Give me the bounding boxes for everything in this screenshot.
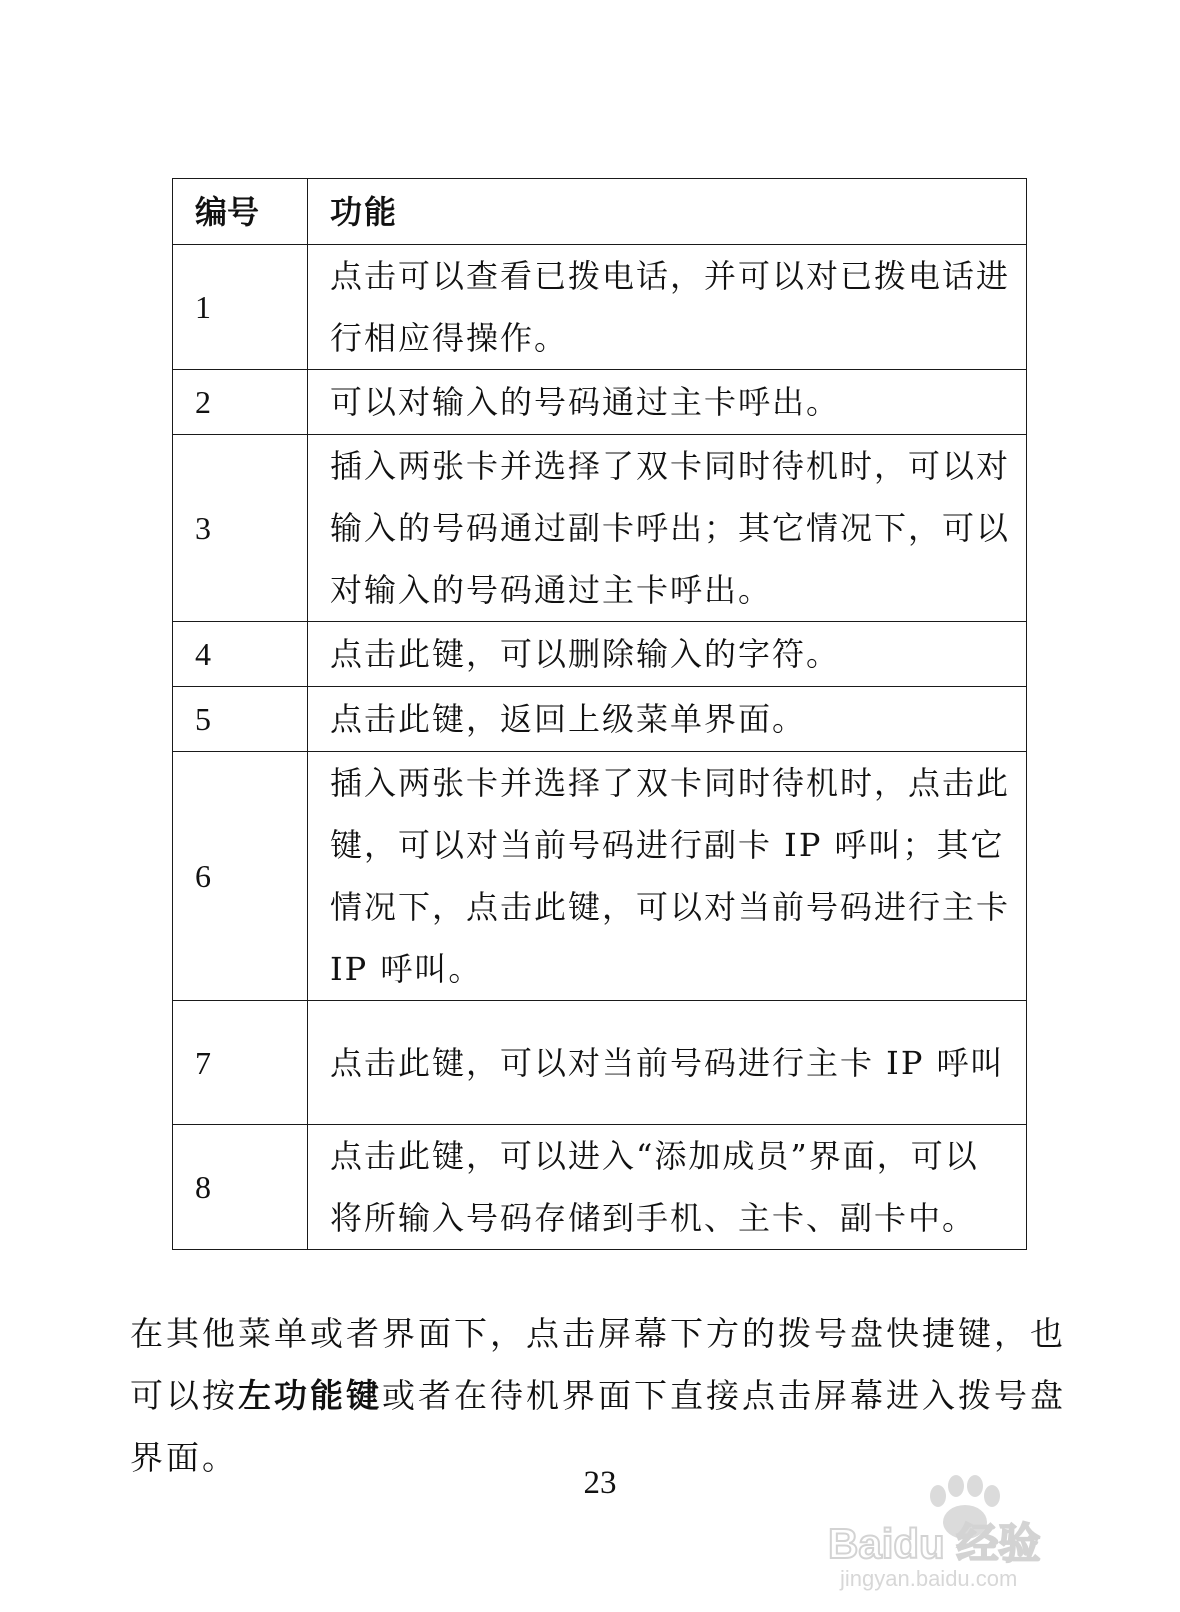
row-function: 点击此键，可以进入“添加成员”界面，可以将所输入号码存储到手机、主卡、副卡中。 (308, 1125, 1027, 1250)
row-function: 点击此键，返回上级菜单界面。 (308, 687, 1027, 752)
row-number: 8 (173, 1125, 308, 1250)
row-number: 6 (173, 752, 308, 1001)
row-function: 点击此键，可以删除输入的字符。 (308, 622, 1027, 687)
paragraph-text-after: 或者在待机界面下直接点击屏幕进入拨号盘界面。 (130, 1376, 1066, 1477)
row-number: 2 (173, 370, 308, 435)
row-function: 可以对输入的号码通过主卡呼出。 (308, 370, 1027, 435)
table-row (173, 752, 1027, 1001)
function-table (172, 178, 1027, 1250)
table-row (173, 622, 1027, 687)
header-function: 功能 (308, 179, 1027, 245)
row-function: 点击可以查看已拨电话，并可以对已拨电话进行相应得操作。 (308, 245, 1027, 370)
row-number: 1 (173, 245, 308, 370)
page-number: 23 (583, 1465, 617, 1501)
row-function: 点击此键，可以对当前号码进行主卡 IP 呼叫 (308, 1001, 1027, 1125)
table-row (173, 687, 1027, 752)
table-row (173, 245, 1027, 370)
table-row (173, 1001, 1027, 1125)
row-number: 3 (173, 435, 308, 622)
table-row (173, 370, 1027, 435)
watermark-brand: Baidu 经验 (828, 1520, 1041, 1567)
baidu-jingyan-watermark (820, 1452, 1110, 1592)
row-number: 7 (173, 1001, 308, 1125)
table-header-row (173, 179, 1027, 245)
table-row (173, 435, 1027, 622)
paragraph-bold-term: 左功能键 (238, 1376, 382, 1415)
header-number: 编号 (173, 179, 308, 245)
row-function: 插入两张卡并选择了双卡同时待机时，点击此键，可以对当前号码进行副卡 IP 呼叫；其它情况下，点击此键，可以对当前号码进行主卡 IP 呼叫。 (308, 752, 1027, 1001)
row-function: 插入两张卡并选择了双卡同时待机时，可以对输入的号码通过副卡呼出；其它情况下，可以对输入的号码通过主卡呼出。 (308, 435, 1027, 622)
table-row (173, 1125, 1027, 1250)
row-number: 5 (173, 687, 308, 752)
paragraph-text-before: 在其他菜单或者界面下，点击屏幕下方的拨号盘快捷键，也可以按 (130, 1314, 1066, 1415)
row-number: 4 (173, 622, 308, 687)
watermark-url: jingyan.baidu.com (840, 1566, 1018, 1591)
